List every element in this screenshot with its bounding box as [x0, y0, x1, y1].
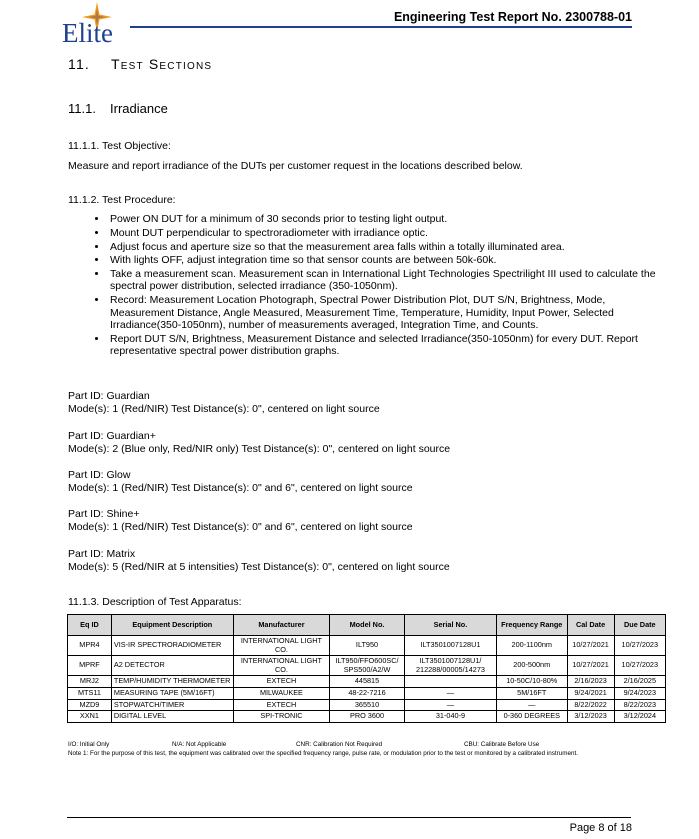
column-header: Eq ID [68, 615, 112, 636]
table-header-row [68, 615, 666, 636]
table-cell: DIGITAL LEVEL [111, 711, 233, 723]
section-number: 11. [68, 56, 91, 72]
table-cell: MRJ2 [68, 676, 112, 688]
table-cell: SPI-TRONIC [233, 711, 329, 723]
procedure-item: • Record: Measurement Location Photograph, Spectral Power Distribution Plot, DUT S/N, Brightness, Mode, Measurement Distance, Angle Measured, Measurement Time, Temperature, Humidity, Input Power, Selected Irradiance(350-1050nm), number of measurements averaged, Integration Time, and Counts. [108, 294, 658, 331]
footer-rule [67, 817, 631, 818]
procedure-item: • Mount DUT perpendicular to spectroradiometer with irradiance optic. [108, 227, 658, 239]
table-cell: MILWAUKEE [233, 687, 329, 699]
subsection-title: Irradiance [110, 101, 168, 116]
legend-item: N/A: Not Applicable [172, 741, 227, 748]
table-cell: 10/27/2021 [567, 636, 614, 656]
table-cell: 3/12/2023 [567, 711, 614, 723]
table-cell: 9/24/2021 [567, 687, 614, 699]
subsection-number: 11.1. [68, 101, 96, 116]
table-cell: 10-50C/10-80% [496, 676, 567, 688]
table-cell: MZD9 [68, 699, 112, 711]
procedure-item: • With lights OFF, adjust integration time so that sensor counts are between 50k-60k. [108, 254, 658, 266]
table-row [68, 636, 666, 656]
section-heading [68, 56, 212, 72]
column-header: Serial No. [404, 615, 496, 636]
table-note: Note 1: For the purpose of this test, the equipment was calibrated over the specified frequency range, pulse rate, or modulation prior to the test or monitored by a calibrated instrument. [68, 750, 578, 757]
part-modes: Mode(s): 2 (Blue only, Red/NIR only) Test Distance(s): 0", centered on light source [68, 443, 451, 455]
table-row [68, 711, 666, 723]
table-cell: TEMP/HUMIDITY THERMOMETER [111, 676, 233, 688]
table-cell: 8/22/2022 [567, 699, 614, 711]
table-cell: STOPWATCH/TIMER [111, 699, 233, 711]
apparatus-heading: 11.1.3. Description of Test Apparatus: [68, 596, 242, 608]
table-cell: 365510 [330, 699, 405, 711]
part-modes: Mode(s): 5 (Red/NIR at 5 intensities) Test Distance(s): 0", centered on light source [68, 561, 450, 573]
table-cell: ILT950/FFO600SC/ SPS500/A2/W [330, 656, 405, 676]
column-header: Manufacturer [233, 615, 329, 636]
apparatus-table [67, 614, 666, 723]
procedure-item: • Power ON DUT for a minimum of 30 seconds prior to testing light output. [108, 213, 658, 225]
table-legend [68, 741, 668, 748]
table-row [68, 676, 666, 688]
part-id: Part ID: Shine+ [68, 508, 140, 520]
part-block [68, 469, 413, 495]
table-cell: 2/16/2023 [567, 676, 614, 688]
procedure-item: • Report DUT S/N, Brightness, Measurement Distance and selected Irradiance(350-1050nm) for every DUT. Report representative spectral power distribution graphs. [108, 333, 658, 358]
objective-heading: 11.1.1. Test Objective: [68, 140, 171, 152]
table-cell: 5M/16FT [496, 687, 567, 699]
table-cell: MPRF [68, 656, 112, 676]
part-modes: Mode(s): 1 (Red/NIR) Test Distance(s): 0" and 6", centered on light source [68, 521, 413, 533]
table-cell: 10/27/2023 [614, 656, 665, 676]
table-row [68, 687, 666, 699]
table-cell: A2 DETECTOR [111, 656, 233, 676]
company-logo: Elite [62, 18, 113, 48]
legend-item: CNR: Calibration Not Required [296, 741, 383, 748]
legend-item: I/O: Initial Only [68, 741, 110, 748]
objective-text: Measure and report irradiance of the DUTs per customer request in the locations described below. [68, 160, 523, 172]
table-cell: ILT3501007128U1 [404, 636, 496, 656]
table-cell: 200-500nm [496, 656, 567, 676]
part-id: Part ID: Glow [68, 469, 131, 481]
part-modes: Mode(s): 1 (Red/NIR) Test Distance(s): 0", centered on light source [68, 403, 380, 415]
table-cell: — [496, 699, 567, 711]
table-cell: ILT950 [330, 636, 405, 656]
table-cell: PRO 3600 [330, 711, 405, 723]
subsection-heading [68, 101, 168, 116]
legend-item: CBU: Calibrate Before Use [464, 741, 540, 748]
part-block [68, 508, 413, 534]
table-cell: — [404, 699, 496, 711]
table-row [68, 656, 666, 676]
part-modes: Mode(s): 1 (Red/NIR) Test Distance(s): 0" and 6", centered on light source [68, 482, 413, 494]
table-cell: 0-360 DEGREES [496, 711, 567, 723]
table-cell: — [404, 687, 496, 699]
table-cell: 10/27/2021 [567, 656, 614, 676]
table-row [68, 699, 666, 711]
report-number: Engineering Test Report No. 2300788-01 [393, 10, 632, 24]
part-block [68, 430, 450, 456]
column-header: Cal Date [567, 615, 614, 636]
section-title: Test Sections [111, 56, 213, 72]
table-cell: 9/24/2023 [614, 687, 665, 699]
part-block [68, 390, 380, 416]
table-cell: INTERNATIONAL LIGHT CO. [233, 656, 329, 676]
table-cell: MTS11 [68, 687, 112, 699]
part-id: Part ID: Guardian+ [68, 430, 156, 442]
procedure-heading: 11.1.2. Test Procedure: [68, 194, 176, 206]
table-cell: 8/22/2023 [614, 699, 665, 711]
table-cell: 2/16/2025 [614, 676, 665, 688]
table-cell [404, 676, 496, 688]
header-rule [130, 26, 632, 28]
table-cell: 445815 [330, 676, 405, 688]
table-cell: 31-040-9 [404, 711, 496, 723]
column-header: Equipment Description [111, 615, 233, 636]
table-cell: EXTECH [233, 699, 329, 711]
table-cell: MPR4 [68, 636, 112, 656]
table-cell: EXTECH [233, 676, 329, 688]
column-header: Due Date [614, 615, 665, 636]
column-header: Frequency Range [496, 615, 567, 636]
table-cell: 3/12/2024 [614, 711, 665, 723]
table-cell: VIS-IR SPECTRORADIOMETER [111, 636, 233, 656]
table-cell: 10/27/2023 [614, 636, 665, 656]
part-block [68, 548, 450, 574]
table-cell: 200-1100nm [496, 636, 567, 656]
procedure-item: • Adjust focus and aperture size so that the measurement area falls within a totally illuminated area. [108, 241, 658, 253]
column-header: Model No. [330, 615, 405, 636]
table-cell: XXN1 [68, 711, 112, 723]
procedure-item: • Take a measurement scan. Measurement scan in International Light Technologies Spectrilight III used to calculate the spectral power distribution, selected irradiance (350-1050nm). [108, 268, 658, 293]
table-cell: INTERNATIONAL LIGHT CO. [233, 636, 329, 656]
procedure-list [86, 213, 658, 359]
table-cell: MEASURING TAPE (5M/16FT) [111, 687, 233, 699]
table-cell: ILT3501007128U1/ 212288/00005/14273 [404, 656, 496, 676]
part-id: Part ID: Guardian [68, 390, 150, 402]
table-cell: 48-22-7216 [330, 687, 405, 699]
page-number: Page 8 of 18 [569, 822, 632, 834]
part-id: Part ID: Matrix [68, 548, 136, 560]
